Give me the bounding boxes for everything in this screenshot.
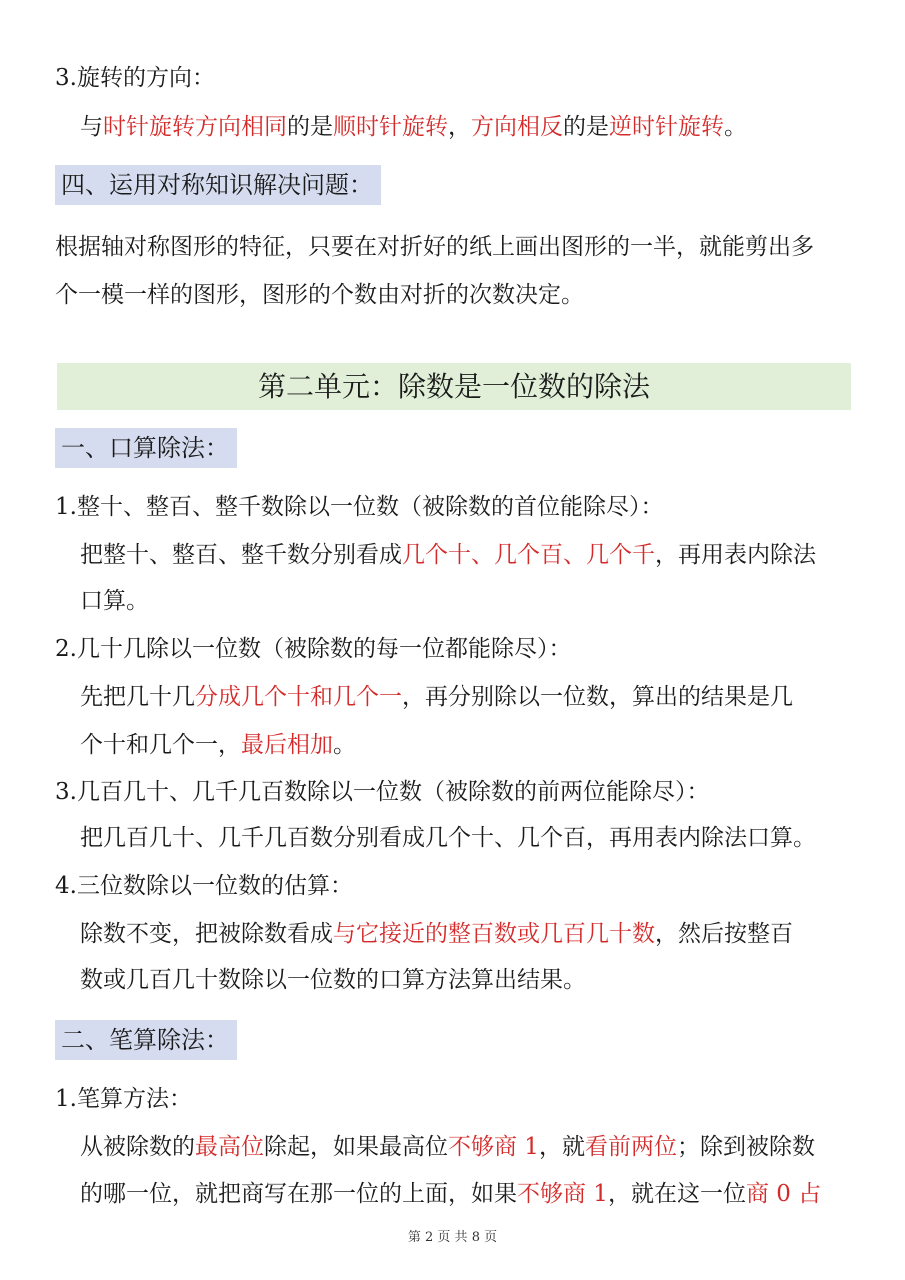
- emphasis-run: 最后相加: [241, 732, 333, 758]
- unit-title-banner: 第二单元：除数是一位数的除法: [57, 363, 851, 410]
- item-line: [80, 539, 816, 571]
- paragraph-line: 根据轴对称图形的特征，只要在对折好的纸上画出图形的一半，就能剪出多: [55, 234, 814, 260]
- text-run: 与: [80, 114, 103, 140]
- rotation-heading: 3.旋转的方向：: [55, 65, 215, 91]
- text-run: 的哪一位，就把商写在那一位的上面，如果: [80, 1181, 517, 1207]
- item-line: 口算。: [80, 588, 149, 614]
- text-run: 的是: [563, 114, 609, 140]
- text-run: 把整十、整百、整千数分别看成: [80, 542, 402, 568]
- text-run: 除数不变，把被除数看成: [80, 921, 333, 947]
- section-header-written-division: 二、笔算除法：: [55, 1020, 237, 1060]
- text-run: 先把几十几: [80, 684, 195, 710]
- item-line: 把几百几十、几千几百数分别看成几个十、几个百，再用表内除法口算。: [80, 825, 816, 851]
- item-line: [80, 681, 793, 713]
- text-run: ，就在这一位: [607, 1181, 746, 1207]
- text-run: 个十和几个一，: [80, 732, 241, 758]
- item-title: 1.整十、整百、整千数除以一位数（被除数的首位能除尽）：: [55, 494, 664, 520]
- item-line: [80, 1178, 821, 1210]
- emphasis-run: 逆时针旋转: [609, 114, 724, 140]
- text-run: ，: [448, 114, 471, 140]
- emphasis-run: 商 0 占: [745, 1181, 822, 1207]
- emphasis-run: 时针旋转: [103, 114, 195, 140]
- emphasis-run: 不够商 1: [517, 1181, 608, 1207]
- text-run: ，再用表内除法: [655, 542, 816, 568]
- text-run: 除起，如果最高位: [264, 1134, 448, 1160]
- text-run: 的是: [287, 114, 333, 140]
- rotation-line: [80, 111, 747, 143]
- emphasis-run: 最高位: [195, 1134, 264, 1160]
- text-run: ；除到被除数: [676, 1134, 815, 1160]
- text-run: ，就: [538, 1134, 585, 1160]
- item-line: [80, 729, 356, 761]
- item-title: 1.笔算方法：: [55, 1086, 192, 1112]
- text-run: 。: [724, 114, 747, 140]
- page-footer: 第 2 页 共 8 页: [407, 1230, 498, 1245]
- emphasis-run: 不够商 1: [448, 1134, 539, 1160]
- text-run: ，再分别除以一位数，算出的结果是几: [402, 684, 793, 710]
- emphasis-run: 几个十、几个百、几个千: [402, 542, 655, 568]
- item-title: 4.三位数除以一位数的估算：: [55, 873, 353, 899]
- item-title: 2.几十几除以一位数（被除数的每一位都能除尽）：: [55, 636, 572, 662]
- paragraph-line: 个一模一样的图形，图形的个数由对折的次数决定。: [55, 282, 584, 308]
- emphasis-run: 顺时针旋转: [333, 114, 448, 140]
- emphasis-run: 分成几个十和几个一: [195, 684, 402, 710]
- emphasis-run: 与它接近的整百数或几百几十数: [333, 921, 655, 947]
- item-line: [80, 1131, 815, 1163]
- text-run: 。: [333, 732, 356, 758]
- emphasis-run: 方向相同: [195, 114, 287, 140]
- emphasis-run: 看前两位: [584, 1134, 677, 1160]
- section-header-oral-division: 一、口算除法：: [55, 428, 237, 468]
- text-run: ，然后按整百: [655, 921, 793, 947]
- emphasis-run: 方向相反: [471, 114, 563, 140]
- item-line: [80, 918, 793, 950]
- item-line: 数或几百几十数除以一位数的口算方法算出结果。: [80, 967, 586, 993]
- text-run: 从被除数的: [80, 1134, 195, 1160]
- item-title: 3.几百几十、几千几百数除以一位数（被除数的前两位能除尽）：: [55, 779, 710, 805]
- section-header-symmetry: 四、运用对称知识解决问题：: [55, 165, 381, 205]
